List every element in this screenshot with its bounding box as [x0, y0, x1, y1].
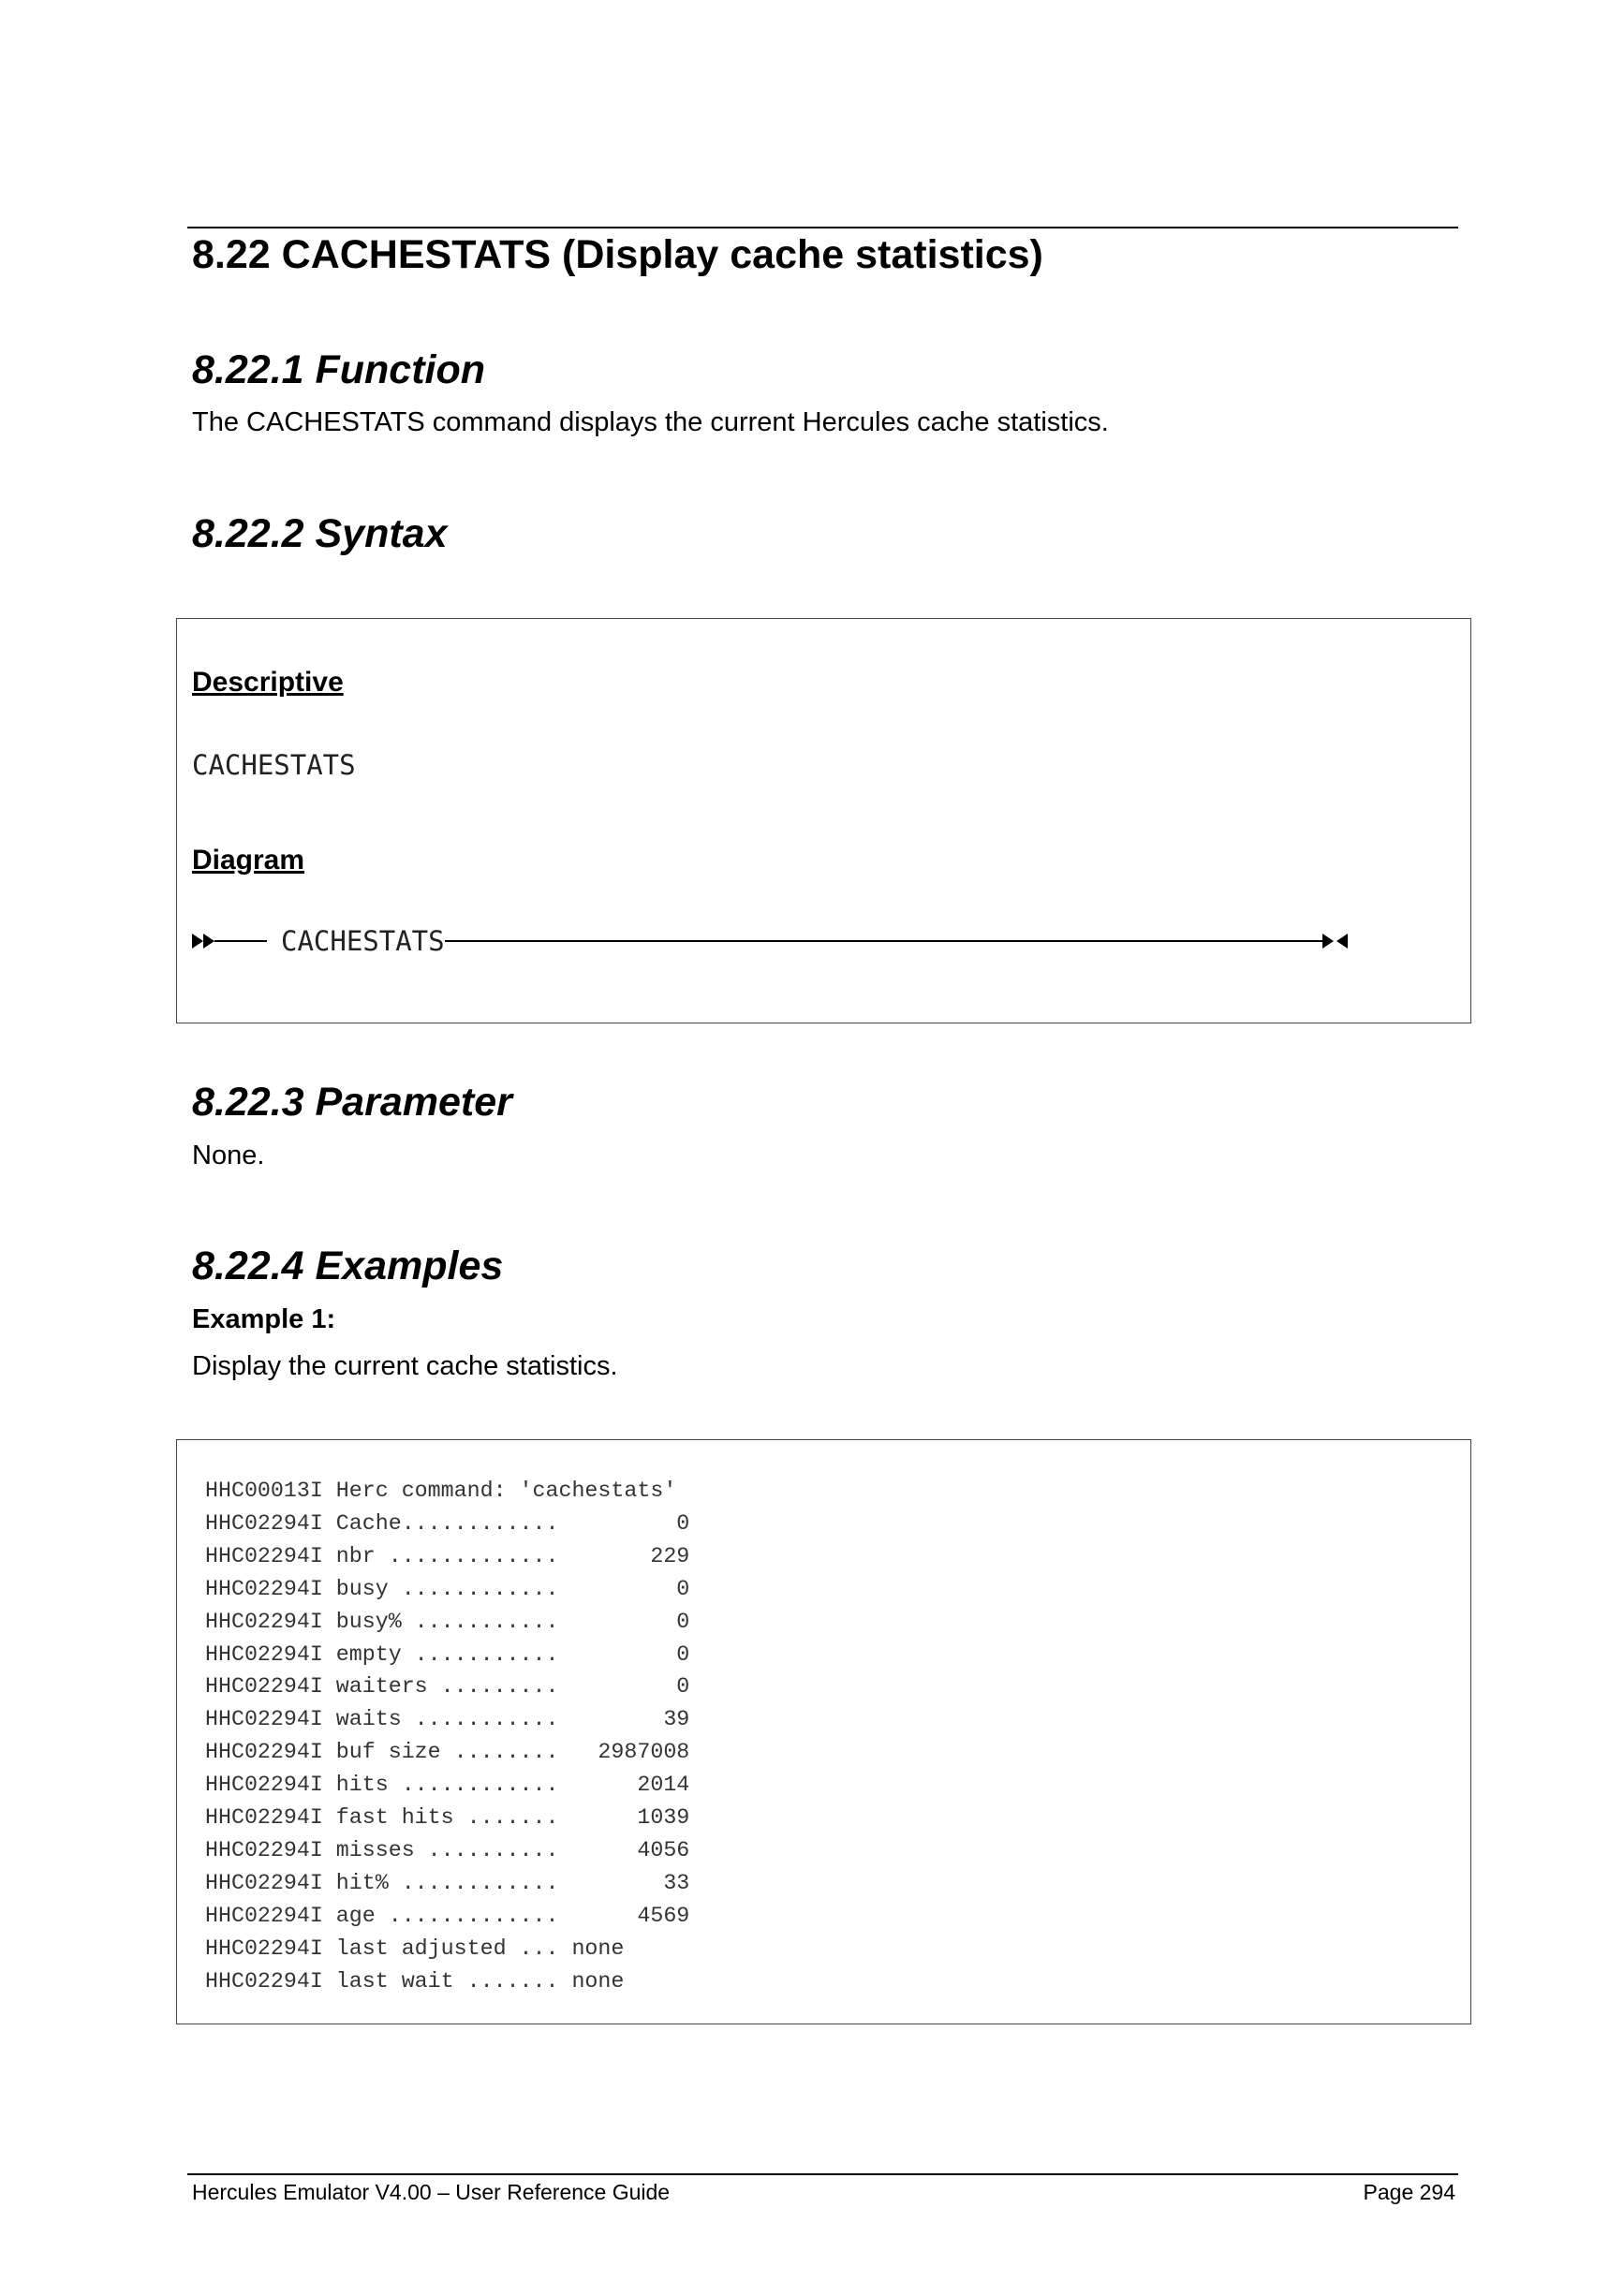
function-text: The CACHESTATS command displays the current Hercules cache statistics.: [192, 407, 1109, 437]
console-line: HHC02294I hits ............ 2014: [205, 1773, 690, 1798]
example1-label: Example 1:: [192, 1304, 336, 1334]
console-line: HHC02294I hit% ............ 33: [205, 1870, 690, 1895]
footer-right: Page 294: [1363, 2180, 1455, 2204]
console-output: [205, 1475, 689, 1998]
descriptive-label: Descriptive: [192, 667, 344, 698]
console-line: HHC02294I misses .......... 4056: [205, 1837, 690, 1862]
syntax-heading: 8.22.2 Syntax: [192, 511, 448, 556]
console-line: HHC02294I busy% ........... 0: [205, 1609, 690, 1634]
console-line: HHC02294I fast hits ....... 1039: [205, 1805, 690, 1831]
parameter-heading: 8.22.3 Parameter: [192, 1080, 512, 1125]
header-rule: [187, 227, 1458, 228]
section-title: 8.22 CACHESTATS (Display cache statistics): [192, 232, 1043, 277]
console-line: HHC02294I waits ........... 39: [205, 1707, 690, 1732]
console-line: HHC02294I last wait ....... none: [205, 1968, 625, 1994]
diagram-command: CACHESTATS: [281, 925, 445, 957]
footer-left: Hercules Emulator V4.00 – User Reference Guide: [192, 2180, 671, 2204]
console-line: HHC02294I Cache............ 0: [205, 1510, 690, 1536]
descriptive-command: CACHESTATS: [192, 749, 356, 781]
example1-text: Display the current cache statistics.: [192, 1351, 618, 1381]
console-line: HHC02294I last adjusted ... none: [205, 1935, 625, 1961]
diagram-label: Diagram: [192, 845, 305, 876]
console-line: HHC02294I buf size ........ 2987008: [205, 1740, 690, 1765]
footer-rule: [187, 2173, 1458, 2175]
diagram-start-arrow-icon: [192, 934, 214, 949]
console-line: HHC02294I age ............. 4569: [205, 1903, 690, 1928]
console-line: HHC02294I waiters ......... 0: [205, 1674, 690, 1700]
console-line: HHC00013I Herc command: 'cachestats': [205, 1479, 677, 1503]
console-line: HHC02294I busy ............ 0: [205, 1576, 690, 1601]
syntax-box: [176, 618, 1471, 1023]
function-heading: 8.22.1 Function: [192, 347, 486, 392]
parameter-text: None.: [192, 1141, 265, 1170]
console-line: HHC02294I nbr ............. 229: [205, 1543, 690, 1568]
console-line: HHC02294I empty ........... 0: [205, 1641, 690, 1667]
diagram-end-arrow-icon: [1322, 934, 1348, 949]
examples-heading: 8.22.4 Examples: [192, 1244, 504, 1288]
